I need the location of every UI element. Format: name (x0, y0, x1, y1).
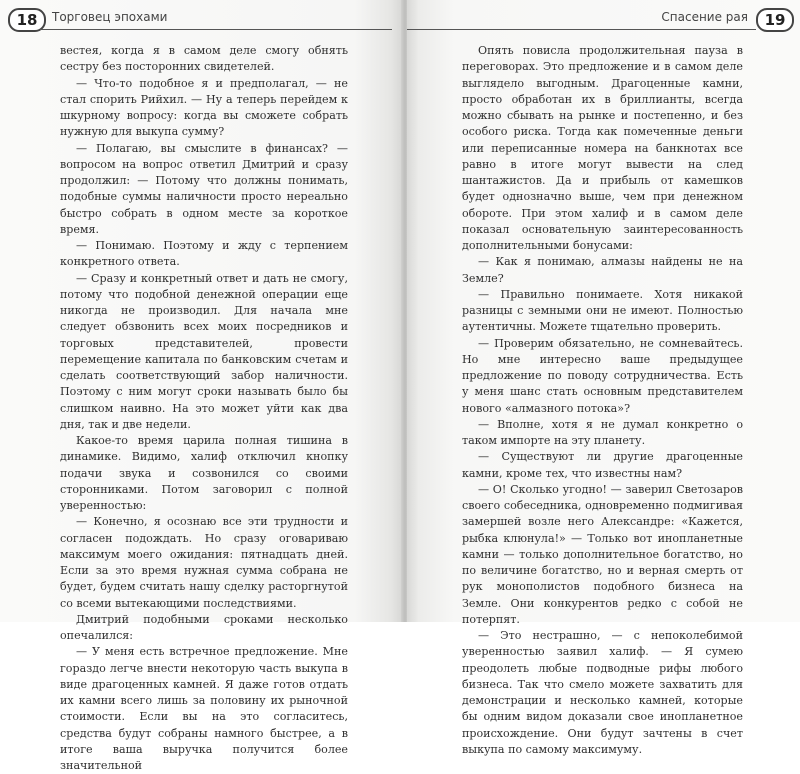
paragraph: — Проверим обязательно, не сомневайтесь. Но мне интересно ваше предыдущее предложение по поводу сотрудничества. Есть у меня шанс стать основным представителем нового «алмазного потока»? (462, 336, 743, 415)
paragraph: — О! Сколько угодно! — заверил Светозаров своего собеседника, одновременно подмигивая замершей возле него Александре: «Кажется, рыбка клюнула!» — Только вот инопланетные камни — только дополнительное богатство, но по величине богатство, но и верная смерть от рук монополистов подобного бизнеса на Земле. Они конкурентов редко с собой не потерпят. (462, 482, 743, 626)
right-page-header (407, 6, 794, 32)
paragraph: — Существуют ли другие драгоценные камни, кроме тех, что известны нам? (462, 450, 743, 480)
paragraph: вестея, когда я в самом деле смогу обнять сестру без посторонних свидетелей. (60, 44, 348, 74)
paragraph: — Как я понимаю, алмазы найдены не на Земле? (462, 255, 743, 285)
paragraph: — Что-то подобное я и предполагал, — не стал спорить Рийхил. — Ну а теперь перейдем к шкурному вопросу: когда вы сможете собрать нужную для выкупа сумму? (60, 76, 348, 139)
right-page-text (462, 43, 743, 758)
paragraph: — Вполне, хотя я не думал конкретно о таком импорте на эту планету. (462, 417, 743, 447)
page-number: 19 (756, 8, 794, 32)
running-title: Торговец эпохами (52, 10, 168, 24)
header-rule (40, 29, 392, 30)
paragraph: — У меня есть встречное предложение. Мне гораздо легче внести некоторую часть выкупа в виде драгоценных камней. Я даже готов отдать их камни всего лишь за половину их рыночной стоимости. Если вы на это согласитесь, средства будут собраны намного быстрее, а в итоге ваша выручка получится более значительной (60, 645, 348, 772)
paragraph: — Правильно понимаете. Хотя никакой разницы с земными они не имеют. Полностью аутентичны. Можете тщательно проверить. (462, 287, 743, 334)
header-rule (407, 29, 756, 30)
left-page-header (8, 6, 392, 32)
left-page-text (60, 43, 348, 774)
paragraph: — Конечно, я осознаю все эти трудности и согласен подождать. Но сразу оговариваю максимум моего ожидания: пятнадцать дней. Если за это время нужная сумма собрана не будет, будем считать нашу сделку расторгнутой со всеми вытекающими последствиями. (60, 515, 348, 610)
right-page (407, 0, 800, 756)
paragraph: Опять повисла продолжительная пауза в переговорах. Это предложение и в самом деле выглядело выгодным. Драгоценные камни, просто обработан их в бриллианты, всегда можно сбывать на рынке и постепенно, и без особого риска. Тогда как помеченные деньги или переписанные номера на банкнотах все равно в итоге могут вывести на след шантажистов. Да и прибыль от камешков будет однозначно выше, чем при денежном обороте. При этом халиф и в самом деле показал основательную заинтересованность дополнительными бонусами: (462, 44, 743, 252)
page-number: 18 (8, 8, 46, 32)
paragraph: — Полагаю, вы смыслите в финансах? — вопросом на вопрос ответил Дмитрий и сразу продолжил: — Потому что должны понимать, подобные суммы наличности просто нереально быстро собрать в одном месте за короткое время. (60, 141, 348, 236)
paragraph: Какое-то время царила полная тишина в динамике. Видимо, халиф отключил кнопку подачи звука и созвонился со своими сторонниками. Потом заговорил с полной уверенностью: (60, 434, 348, 512)
paragraph: — Это нестрашно, — с непоколебимой уверенностью заявил халиф. — Я сумею преодолеть любые подводные рифы любого бизнеса. Так что смело можете захватить для демонстрации и несколько камней, которые бы одним видом доказали свое инопланетное происхождение. Они будут зачтены в счет выкупа по самому максимуму. (462, 629, 743, 756)
paragraph: — Понимаю. Поэтому и жду с терпением конкретного ответа. (60, 239, 348, 269)
running-title: Спасение рая (661, 10, 748, 24)
paragraph: Дмитрий подобными сроками несколько опечалился: (60, 612, 348, 642)
paragraph: — Сразу и конкретный ответ и дать не смогу, потому что подобной денежной операции еще никогда не производил. Для начала мне следует обзвонить всех моих посредников и торговых представителей, провести перемещение капитала по банковским счетам и сделать соответствующий забор наличности. Поэтому с ним могут сроки называть было бы слишком наивно. На это может уйти как два дня, так и две недели. (60, 271, 348, 431)
